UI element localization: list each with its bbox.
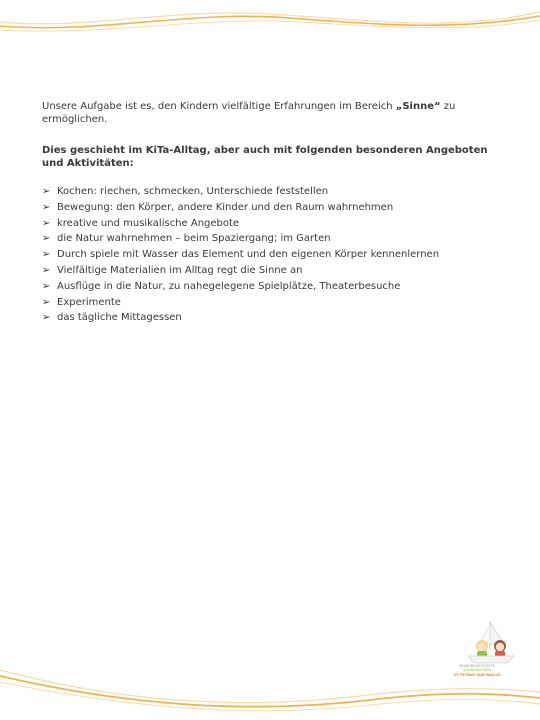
- list-item-text: die Natur wahrnehmen – beim Spaziergang; im Garten: [57, 233, 331, 245]
- intro-highlight: „Sinne“: [395, 101, 441, 112]
- list-item: [42, 200, 492, 216]
- arrow-bullet-icon: ➢: [42, 280, 51, 292]
- list-item: [42, 295, 492, 311]
- list-item: [42, 263, 492, 279]
- children-boat-icon: [424, 616, 530, 664]
- arrow-bullet-icon: ➢: [42, 296, 51, 308]
- list-item-text: das tägliche Mittagessen: [57, 312, 182, 324]
- kita-logo: [424, 616, 530, 688]
- arrow-bullet-icon: ➢: [42, 217, 51, 229]
- list-item-text: Ausflüge in die Natur, zu nahegelegene Spielplätze, Theaterbesuche: [57, 280, 401, 292]
- logo-caption-line3: ST. PETRUS UND PAULUS: [453, 673, 501, 677]
- arrow-bullet-icon: ➢: [42, 233, 51, 245]
- list-item-text: Vielfältige Materialien im Alltag regt die Sinne an: [57, 264, 303, 276]
- list-item: [42, 231, 492, 247]
- list-item-text: Kochen: riechen, schmecken, Unterschiede feststellen: [57, 186, 329, 197]
- list-item-text: Bewegung: den Körper, andere Kinder und den Raum wahrnehmen: [57, 201, 394, 213]
- activity-list: [42, 184, 492, 326]
- logo-caption-line2: SONNENSCHEIN: [463, 668, 491, 672]
- arrow-bullet-icon: ➢: [42, 312, 51, 324]
- intro-paragraph: [42, 100, 492, 126]
- arrow-bullet-icon: ➢: [42, 186, 51, 197]
- logo-caption-line1: KINDERTAGESSTÄTTE: [459, 664, 495, 668]
- document-body: [42, 100, 492, 326]
- lead-paragraph: Dies geschieht im KiTa-Alltag, aber auch mit folgenden besonderen Angeboten und Aktivitäten:: [42, 145, 488, 169]
- list-item: [42, 184, 492, 200]
- list-item-text: kreative und musikalische Angebote: [57, 217, 240, 229]
- top-wave-decoration: [0, 0, 540, 40]
- arrow-bullet-icon: ➢: [42, 264, 51, 276]
- list-item: [42, 247, 492, 263]
- list-item-text: Experimente: [57, 296, 121, 308]
- list-item: [42, 310, 492, 326]
- intro-text-after: zu ermöglichen.: [42, 101, 456, 125]
- arrow-bullet-icon: ➢: [42, 249, 51, 261]
- list-item: [42, 216, 492, 232]
- list-item-text: Durch spiele mit Wasser das Element und den eigenen Körper kennenlernen: [57, 249, 440, 261]
- list-item: [42, 279, 492, 295]
- intro-text-before: Unsere Aufgabe ist es, den Kindern vielfältige Erfahrungen im Bereich: [42, 101, 396, 112]
- arrow-bullet-icon: ➢: [42, 201, 51, 213]
